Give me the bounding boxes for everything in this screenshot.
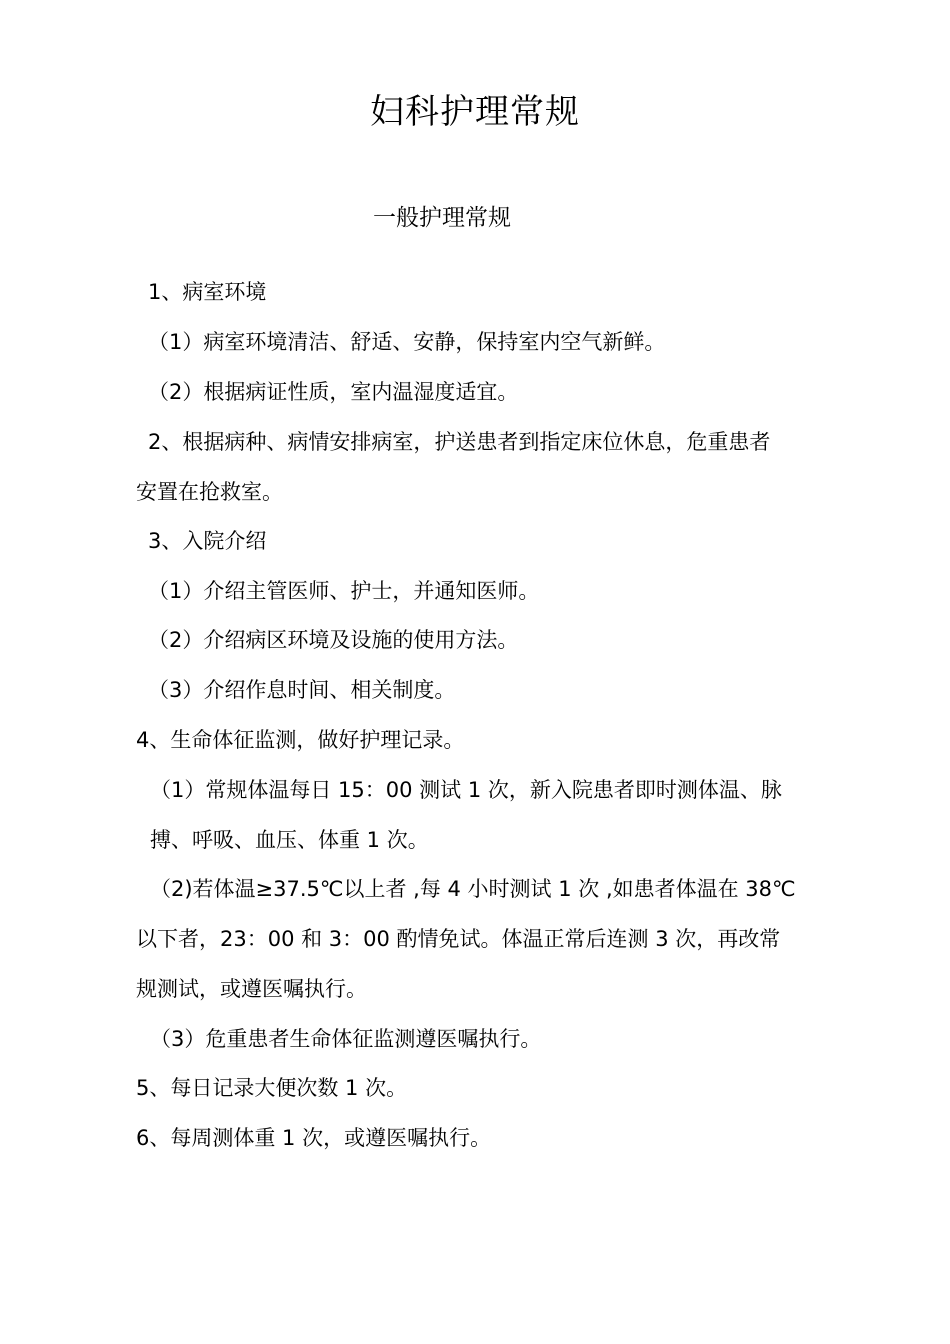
text-line: 6、每周测体重 1 次，或遵医嘱执行。	[136, 1126, 492, 1150]
section-heading: 一般护理常规	[373, 205, 511, 231]
text-line: 4、生命体征监测，做好护理记录。	[136, 728, 465, 752]
text-line: （1）病室环境清洁、舒适、安静，保持室内空气新鲜。	[148, 330, 666, 354]
document-title: 妇科护理常规	[370, 92, 580, 132]
text-line: 5、每日记录大便次数 1 次。	[136, 1076, 408, 1100]
text-line: （2）根据病证性质，室内温湿度适宜。	[148, 380, 519, 404]
text-line: （2）介绍病区环境及设施的使用方法。	[148, 628, 519, 652]
text-line: （3）危重患者生命体征监测遵医嘱执行。	[150, 1027, 542, 1051]
text-line: 以下者，23：00 和 3：00 酌情免试。体温正常后连测 3 次，再改常	[136, 927, 781, 951]
text-line: （1）常规体温每日 15：00 测试 1 次，新入院患者即时测体温、脉	[150, 778, 782, 802]
text-line: （2)若体温≥37.5℃以上者 ,每 4 小时测试 1 次 ,如患者体温在 38℃	[150, 877, 796, 901]
text-line: （1）介绍主管医师、护士，并通知医师。	[148, 579, 540, 603]
text-line: 2、根据病种、病情安排病室，护送患者到指定床位休息，危重患者	[148, 430, 771, 454]
text-line: （3）介绍作息时间、相关制度。	[148, 678, 456, 702]
text-line: 搏、呼吸、血压、体重 1 次。	[150, 828, 429, 852]
text-line: 规测试，或遵医嘱执行。	[136, 977, 367, 1001]
text-line: 安置在抢救室。	[136, 480, 283, 504]
text-line: 3、入院介绍	[148, 529, 267, 553]
text-line: 1、病室环境	[148, 280, 267, 304]
